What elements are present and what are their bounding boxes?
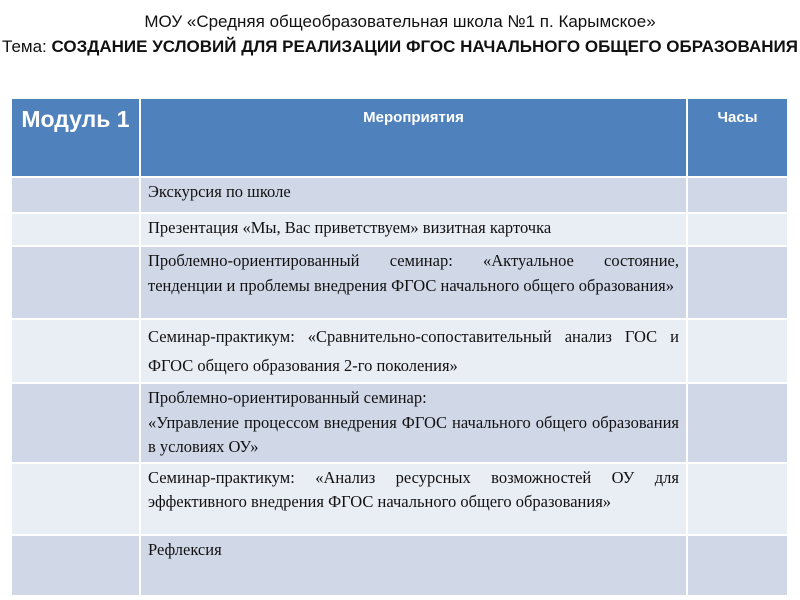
- topic-line: [0, 34, 800, 59]
- module-cell: [11, 177, 140, 213]
- module-cell: [11, 213, 140, 246]
- module-cell: [11, 535, 140, 596]
- school-name: МОУ «Средняя общеобразовательная школа №1 п. Карымское»: [144, 12, 656, 31]
- module-cell: [11, 319, 140, 383]
- event-cell: Семинар-практикум: «Анализ ресурсных возможностей ОУ для эффективного внедрения ФГОС начального общего образования»: [140, 463, 687, 535]
- module-cell: [11, 463, 140, 535]
- event-cell: Семинар-практикум: «Сравнительно-сопоставительный анализ ГОС и ФГОС общего образования 2-го поколения»: [140, 319, 687, 383]
- event-cell: Рефлексия: [140, 535, 687, 596]
- events-table: [10, 97, 789, 597]
- hours-cell: [687, 246, 788, 319]
- event-cell: Проблемно-ориентированный семинар: «Управление процессом внедрения ФГОС начального общего образования в условиях ОУ»: [140, 383, 687, 463]
- event-cell: Экскурсия по школе: [140, 177, 687, 213]
- table-row: [11, 177, 788, 213]
- table-row: [11, 319, 788, 383]
- table-header-row: [11, 98, 788, 177]
- module-cell: [11, 246, 140, 319]
- module-cell: [11, 383, 140, 463]
- table-row: [11, 535, 788, 596]
- hours-cell: [687, 383, 788, 463]
- hours-cell: [687, 535, 788, 596]
- hours-cell: [687, 319, 788, 383]
- column-header-hours: Часы: [687, 98, 788, 177]
- event-cell: Проблемно-ориентированный семинар: «Актуальное состояние, тенденции и проблемы внедрения ФГОС начального общего образования»: [140, 246, 687, 319]
- topic-text: СОЗДАНИЕ УСЛОВИЙ ДЛЯ РЕАЛИЗАЦИИ ФГОС НАЧАЛЬНОГО ОБЩЕГО ОБРАЗОВАНИЯ: [51, 37, 798, 56]
- hours-cell: [687, 213, 788, 246]
- hours-cell: [687, 177, 788, 213]
- slide-title: [0, 9, 800, 59]
- hours-cell: [687, 463, 788, 535]
- table-row: [11, 383, 788, 463]
- table-row: [11, 246, 788, 319]
- topic-label: Тема:: [2, 37, 47, 56]
- column-header-module: Модуль 1: [11, 98, 140, 177]
- event-cell: Презентация «Мы, Вас приветствуем» визитная карточка: [140, 213, 687, 246]
- table-row: [11, 463, 788, 535]
- table-row: [11, 213, 788, 246]
- column-header-events: Мероприятия: [140, 98, 687, 177]
